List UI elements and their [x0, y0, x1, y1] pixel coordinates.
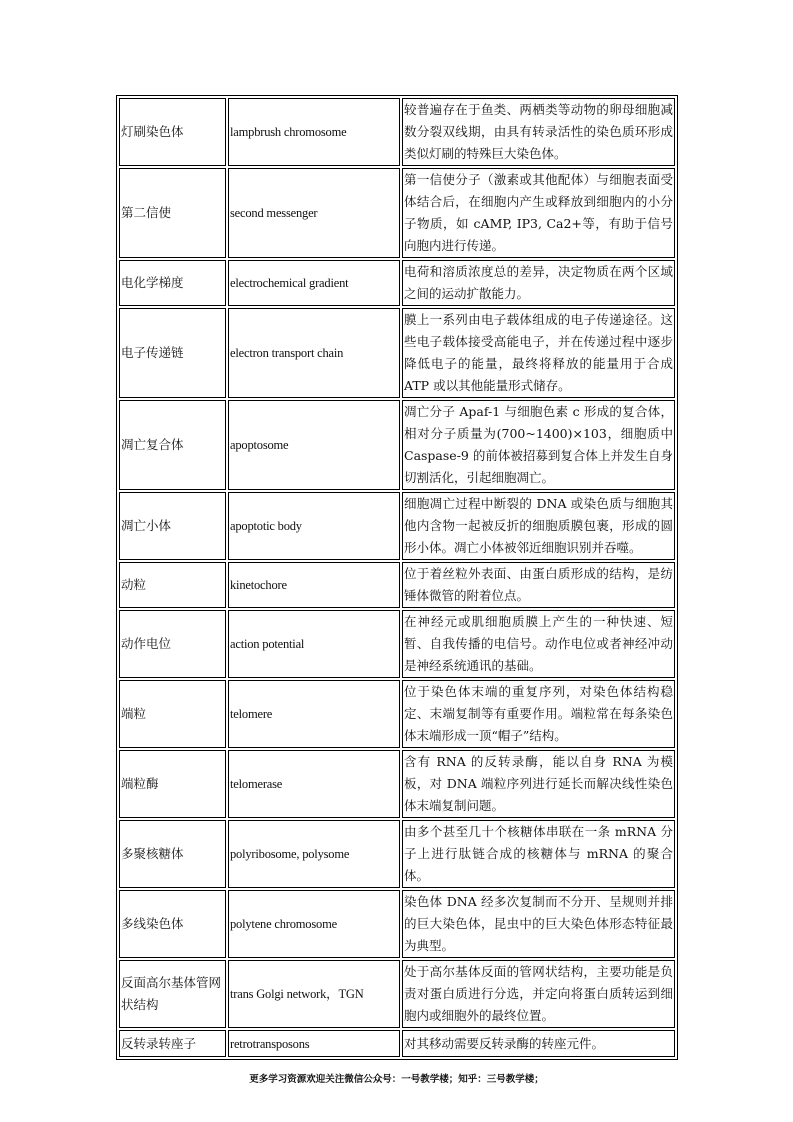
table-row	[119, 98, 675, 166]
table-row	[119, 168, 675, 258]
term-chinese: 多线染色体	[119, 890, 226, 958]
term-definition: 凋亡分子 Apaf-1 与细胞色素 c 形成的复合体，相对分子质量为(700~1400)×103，细胞质中 Caspase-9 的前体被招募到复合体上并发生自身切割活化，引起细胞凋亡。	[402, 400, 675, 490]
table-row	[119, 492, 675, 560]
table-row	[119, 960, 675, 1028]
term-chinese: 动作电位	[119, 610, 226, 678]
term-chinese: 灯刷染色体	[119, 98, 226, 166]
term-english: telomerase	[228, 750, 400, 818]
table-row	[119, 1030, 675, 1057]
term-english: electron transport chain	[228, 308, 400, 398]
table-row	[119, 562, 675, 608]
table-row	[119, 890, 675, 958]
glossary-table	[116, 95, 678, 1060]
table-row	[119, 820, 675, 888]
term-definition: 位于染色体末端的重复序列，对染色体结构稳定、末端复制等有重要作用。端粒常在每条染色体末端形成一顶“帽子”结构。	[402, 680, 675, 748]
term-chinese: 反面高尔基体管网状结构	[119, 960, 226, 1028]
term-chinese: 端粒	[119, 680, 226, 748]
term-english: apoptotic body	[228, 492, 400, 560]
table-row	[119, 610, 675, 678]
term-chinese: 凋亡复合体	[119, 400, 226, 490]
term-chinese: 电子传递链	[119, 308, 226, 398]
term-english: electrochemical gradient	[228, 260, 400, 306]
term-definition: 对其移动需要反转录酶的转座元件。	[402, 1030, 675, 1057]
term-definition: 含有 RNA 的反转录酶，能以自身 RNA 为模板，对 DNA 端粒序列进行延长而解决线性染色体末端复制问题。	[402, 750, 675, 818]
term-chinese: 凋亡小体	[119, 492, 226, 560]
term-english: trans Golgi network，TGN	[228, 960, 400, 1028]
term-definition: 处于高尔基体反面的管网状结构，主要功能是负责对蛋白质进行分选，并定向将蛋白质转运到细胞内或细胞外的最终位置。	[402, 960, 675, 1028]
term-chinese: 端粒酶	[119, 750, 226, 818]
term-english: retrotransposons	[228, 1030, 400, 1057]
term-definition: 染色体 DNA 经多次复制而不分开、呈规则并排的巨大染色体，昆虫中的巨大染色体形态特征最为典型。	[402, 890, 675, 958]
table-row	[119, 750, 675, 818]
term-english: lampbrush chromosome	[228, 98, 400, 166]
term-definition: 位于着丝粒外表面、由蛋白质形成的结构，是纺锤体微管的附着位点。	[402, 562, 675, 608]
term-definition: 膜上一系列由电子载体组成的电子传递途径。这些电子载体接受高能电子，并在传递过程中逐步降低电子的能量，最终将释放的能量用于合成 ATP 或以其他能量形式储存。	[402, 308, 675, 398]
table-row	[119, 260, 675, 306]
term-definition: 第一信使分子（激素或其他配体）与细胞表面受体结合后，在细胞内产生或释放到细胞内的小分子物质，如 cAMP, IP3, Ca2+等，有助于信号向胞内进行传递。	[402, 168, 675, 258]
term-chinese: 反转录转座子	[119, 1030, 226, 1057]
term-english: polytene chromosome	[228, 890, 400, 958]
table-row	[119, 308, 675, 398]
term-definition: 由多个甚至几十个核糖体串联在一条 mRNA 分子上进行肽链合成的核糖体与 mRNA 的聚合体。	[402, 820, 675, 888]
term-english: kinetochore	[228, 562, 400, 608]
term-definition: 细胞凋亡过程中断裂的 DNA 或染色质与细胞其他内含物一起被反折的细胞质膜包裹，形成的圆形小体。凋亡小体被邻近细胞识别并吞噬。	[402, 492, 675, 560]
table-row	[119, 400, 675, 490]
page-footer: 更多学习资源欢迎关注微信公众号：一号教学楼；知乎：三号教学楼；	[249, 1074, 544, 1085]
term-chinese: 第二信使	[119, 168, 226, 258]
term-english: telomere	[228, 680, 400, 748]
term-english: second messenger	[228, 168, 400, 258]
table-row	[119, 680, 675, 748]
term-definition: 电荷和溶质浓度总的差异，决定物质在两个区域之间的运动扩散能力。	[402, 260, 675, 306]
term-english: polyribosome, polysome	[228, 820, 400, 888]
term-definition: 在神经元或肌细胞质膜上产生的一种快速、短暂、自我传播的电信号。动作电位或者神经冲动是神经系统通讯的基础。	[402, 610, 675, 678]
term-english: apoptosome	[228, 400, 400, 490]
term-chinese: 多聚核糖体	[119, 820, 226, 888]
term-definition: 较普遍存在于鱼类、两栖类等动物的卵母细胞减数分裂双线期，由具有转录活性的染色质环形成类似灯刷的特殊巨大染色体。	[402, 98, 675, 166]
term-chinese: 电化学梯度	[119, 260, 226, 306]
term-chinese: 动粒	[119, 562, 226, 608]
term-english: action potential	[228, 610, 400, 678]
